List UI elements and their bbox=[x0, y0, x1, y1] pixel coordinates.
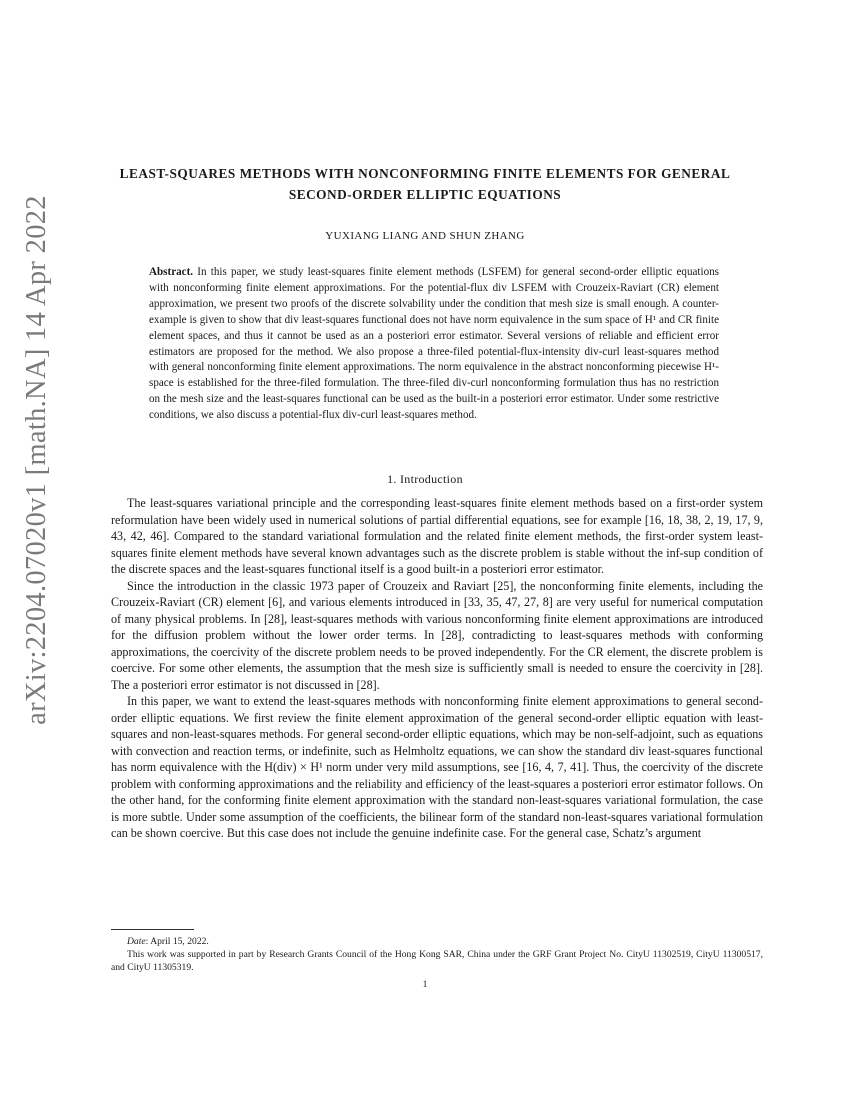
abstract-label: Abstract. bbox=[149, 266, 194, 278]
introduction-body bbox=[111, 495, 763, 842]
footnotes bbox=[111, 935, 763, 975]
date-label: Date bbox=[127, 936, 146, 947]
paper-title: LEAST-SQUARES METHODS WITH NONCONFORMING FINITE ELEMENTS FOR GENERAL SECOND-ORDER ELLIPTIC EQUATIONS bbox=[119, 166, 731, 202]
paragraph: In this paper, we want to extend the least-squares methods with nonconforming finite element approximations to general second-order elliptic equations. We first review the finite element approximation of the general second-order elliptic equation with least-squares and non-least-squares methods. For general second-order elliptic equations, which may be non-self-adjoint, such as equations with convection and reaction terms, or indefinite, such as Helmholtz equations, we can show the standard div least-squares functional has norm equivalence with the H(div) × H¹ norm under very mild assumptions, see [16, 4, 7, 41]. Thus, the coercivity of the discrete problem with conforming approximations and the reliability and efficiency of the least-squares a posteriori error estimator follows. On the other hand, for the conforming finite element approximation with the standard non-least-squares variational formulation, the case is more subtle. Under some assumption of the coefficients, the bilinear form of the standard non-least-squares variational formulation can be shown coercive. But this case does not include the genuine indefinite case. For the general case, Schatz’s argument bbox=[111, 694, 763, 840]
date-value: : April 15, 2022. bbox=[145, 936, 209, 947]
paragraph: Since the introduction in the classic 1973 paper of Crouzeix and Raviart [25], the nonconforming finite elements, including the Crouzeix-Raviart (CR) element [6], and various elements introduced in [33, 35, 47, 27, 8] are very useful for numerical computation of many physical problems. In [28], least-squares methods with various nonconforming finite element approximations are introduced for the diffusion problem without the lower order terms. In [28], contradicting to least-squares methods with conforming approximations, the coercivity of the discrete problem needs to be proved independently. For the CR element, the discrete problem is coercive. For some other elements, the assumption that the mesh size is sufficiently small is needed to ensure the coercivity in [28]. The a posteriori error estimator is not discussed in [28]. bbox=[111, 578, 763, 692]
footnote-date bbox=[111, 935, 763, 948]
page-number: 1 bbox=[422, 979, 428, 990]
footnote-funding: This work was supported in part by Research Grants Council of the Hong Kong SAR, China under the GRF Grant Project No. CityU 11302519, CityU 11300517, and CityU 11305319. bbox=[111, 949, 763, 974]
section-heading-introduction: 1. Introduction bbox=[387, 472, 463, 486]
abstract-text: In this paper, we study least-squares finite element methods (LSFEM) for general second-order elliptic equations with nonconforming finite element approximations. For the potential-flux div LSFEM with Crouzeix-Raviart (CR) element approximation, we present two proofs of the discrete solvability under the condition that mesh size is small enough. A counter-example is given to show that div least-squares functional does not have norm equivalence in the sum space of H¹ and CR finite element spaces, and thus it cannot be used as an a posteriori error estimator. Several versions of reliable and efficient error estimators are proposed for the method. We also propose a three-filed potential-flux-intensity div-curl least-squares method with general nonconforming finite element approximations. The norm equivalence in the abstract nonconforming piecewise H¹-space is established for the three-filed formulation. The three-filed div-curl nonconforming formulation thus has no restriction on the mesh size and the least-squares functional can be used as the built-in a posteriori error estimator. Under some restrictive conditions, we also discuss a potential-flux div-curl least-squares method. bbox=[149, 266, 719, 422]
paper-authors: YUXIANG LIANG AND SHUN ZHANG bbox=[325, 230, 525, 242]
footnote-divider bbox=[111, 929, 194, 930]
arxiv-stamp bbox=[12, 195, 62, 725]
paragraph: The least-squares variational principle and the corresponding least-squares finite element methods based on a first-order system reformulation have been widely used in numerical solutions of partial differential equations, see for example [16, 18, 38, 2, 19, 17, 9, 43, 42, 46]. Compared to the standard variational formulation and the related finite element methods, the first-order system least-squares finite element methods have several known advantages such as the discrete problem is stable without the inf-sup condition of the discrete spaces and the least-squares functional itself is a good built-in a posteriori error estimator. bbox=[111, 496, 763, 576]
abstract bbox=[149, 265, 719, 424]
arxiv-identifier: arXiv:2204.07020v1 [math.NA] 14 Apr 2022 bbox=[21, 195, 53, 725]
